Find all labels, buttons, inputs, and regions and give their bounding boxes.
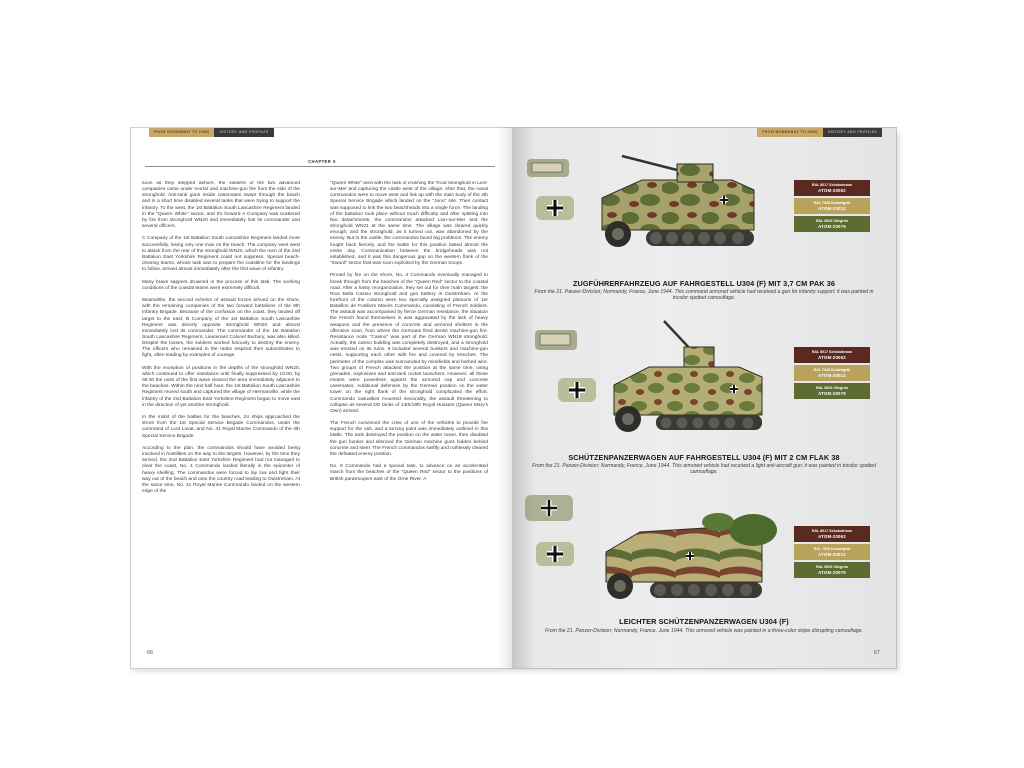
swatch-name: RAL 6003 Olivgrün <box>815 565 849 569</box>
swatch-code: ATOM-20012 <box>818 552 846 557</box>
header-tab-book: FROM NORMANDY TO FANS <box>757 128 822 137</box>
swatch-code: ATOM-20062 <box>818 188 846 193</box>
header-tab-book: FROM NORMANDY TO FANS <box>149 128 214 137</box>
paint-swatches <box>794 180 870 234</box>
chapter-heading: CHAPTER II <box>308 159 336 164</box>
swatch-code: ATOM-20012 <box>818 373 846 378</box>
unit-marking-patch <box>534 329 578 351</box>
swatch-dunkelgelb <box>794 544 870 560</box>
book-gutter <box>498 127 512 669</box>
paragraph: In the midst of the battles for the beaches, 24 ships approached the shore from the 1st Special Service Brigade Commandos, under the command of Lord Lovat, and No. 41 Royal Marine Commando of the 4th Special Service Brigade. <box>142 415 300 439</box>
page-number-left: 66 <box>147 650 154 656</box>
vehicle-caption: From the 21. Panzer-Division; Normandy, France, June 1944. This armored vehicle was painted in a three-color stripe disrupting camouflage. <box>545 628 863 634</box>
vehicle-profile-2 <box>512 313 896 483</box>
swatch-name: RAL 8017 Schokobraun <box>811 183 853 187</box>
chapter-rule <box>145 166 495 167</box>
swatch-schokobraun <box>794 526 870 542</box>
header-tab-section: HISTORY AND PROFILES <box>214 128 273 137</box>
balkenkreuz-icon <box>534 194 576 222</box>
swatch-olivgrun <box>794 216 870 232</box>
paragraph: With the exception of positions in the depths of the stronghold WN20, which continued to offer resistance until finally suppressed by 10:00, by 08:30 the units of the first wave cleared the area immediately adjacent to the beaches. Within the next half hour, the 1st Battalion South Lancashire Regiment moved south and captured the village of Hermanville, while the infantry of the 2nd Battalion East Yorkshire Regiment began to move east in the direction of yet another stronghold. <box>142 365 300 408</box>
text-column-2 <box>330 181 488 651</box>
halftrack-pak36-illustration <box>582 150 792 254</box>
swatch-schokobraun <box>794 180 870 196</box>
paragraph: "Queen White" area with the task of crushing the Trout stronghold in Lion-sur-Mer and capturing the castle west of the village. After that, the naval commandos were to move west and link up with the main body of the 4th Special Service Brigade which landed on the "Juno" site. Their contact was supposed to link the two beachheads into a single force. The landing of the battalion took place without much difficulty and after splitting into two detachments, the commandos attacked Lion-sur-Mer and the stronghold WN21 at the same time. The village was cleared quickly enough, and the stronghold, as it turned out, was abandoned by the enemy. But in the castle, the commandos faced big problems. The enemy fought back fiercely, and the battle for this position lasted almost the entire day. Communication between the bridgeheads was not established, and it was this dangerous gap on the western flank of the "Sword" sector that was soon exploited by the German troops. <box>330 181 488 267</box>
unit-marking-patch <box>526 158 570 178</box>
swatch-name: RAL 8017 Schokobraun <box>811 529 853 533</box>
vehicle-title: SCHÜTZENPANZERWAGEN AUF FAHRGESTELL U304 (F) MIT 2 CM FLAK 38 <box>568 453 840 462</box>
swatch-name: RAL 7028 Dunkelgelb <box>813 368 851 372</box>
halftrack-flak38-illustration <box>594 313 794 448</box>
swatch-olivgrun <box>794 562 870 578</box>
halftrack-u304-illustration <box>588 504 798 612</box>
vehicle-caption: From the 21. Panzer-Division; Normandy, France, June 1944. This armored vehicle had received a light anti-aircraft gun; it was painted in tricolor spotted camouflage. <box>532 463 876 476</box>
swatch-olivgrun <box>794 383 870 399</box>
page-number-right: 67 <box>873 650 880 656</box>
swatch-name: RAL 6003 Olivgrün <box>815 219 849 223</box>
header-tab-section: HISTORY AND PROFILES <box>823 128 882 137</box>
text-column-1 <box>142 181 300 651</box>
paragraph: Meanwhile, the second echelon of assault forces arrived on the shore, with the remaining companies of the two forward battalions of the 8th Infantry Brigade. Because of the confusion on the coast, they landed off target to the east; B Company of the 1st Battalion South Lancashire Regiment was directly opposite stronghold WN20 and almost immediately lost its commander. The commander of the 1st Battalion South Lancashire Regiment, Lieutenant Colonel Burbury, was also killed. Despite the losses, the soldiers worked furiously to destroy the enemy. The officers who remained in the ranks inspired their subordinates to fight, often leading by examples of courage. <box>142 298 300 359</box>
swatch-schokobraun <box>794 347 870 363</box>
swatch-name: RAL 7028 Dunkelgelb <box>813 547 851 551</box>
paragraph: soon as they stepped ashore, the soldiers of the two advanced companies came under mortar and machine-gun fire from the side of the stronghold. Anti-tank guns inside casemates swept through the beach and in a short time disabled several tanks that were trying to support the infantry. To the west, the 1st Battalion South Lancashire Regiment landed in the "Queen White" sector, and it's forward A Company was scattered by fire from stronghold WN20 and immediately lost its commander and several officers. <box>142 181 300 230</box>
left-header-tabs <box>149 128 274 137</box>
swatch-code: ATOM-20079 <box>818 391 846 396</box>
paragraph: The French convinced the crew of one of the vehicles to provide fire support for the unit, and a turning point was immediately outlined in this battle. The tank destroyed the position on the water tower, then disabled the gun bunker and silenced the German machine guns hidden behind concrete and steel. The French commandos swiftly and ruthlessly cleared the defeated enemy position. <box>330 421 488 457</box>
vehicle-title: ZUGFÜHRERFAHRZEUG AUF FAHRGESTELL U304 (F) MIT 3,7 CM PAK 36 <box>572 279 836 288</box>
swatch-name: RAL 6003 Olivgrün <box>815 386 849 390</box>
paragraph: No. 6 Commando had a special task, to advance on an accelerated march from the beaches of the "Queen Red" sector to the positions of British paratroopers east of the Orne River. A <box>330 464 488 482</box>
swatch-dunkelgelb <box>794 365 870 381</box>
swatch-code: ATOM-20079 <box>818 224 846 229</box>
paragraph: C Company of the 1st Battalion South Lancashire Regiment landed more successfully, losing only one man on the beach. The company went west to attack from the rear of the stronghold WN20, which the men of the 2nd Battalion East Yorkshire Regiment could not suppress. Special beach-clearing teams, whose task was to prepare the coastline for the landings to follow, arrived almost immediately after the first wave of infantry. <box>142 236 300 273</box>
balkenkreuz-icon <box>556 376 598 404</box>
vehicle-title: LEICHTER SCHÜTZENPANZERWAGEN U304 (F) <box>619 617 789 626</box>
swatch-code: ATOM-20062 <box>818 534 846 539</box>
vehicle-caption: From the 21. Panzer-Division; Normandy, France, June 1944. This command armored vehicle had received a gun for infantry support; it was painted in tricolor spotted camouflage. <box>534 289 874 302</box>
paragraph: Many brave sappers drowned in the process of this task. The working conditions of the coastal teams were extremely difficult. <box>142 279 300 291</box>
paragraph: Pinned by fire on the shore, No. 4 Commando eventually managed to break through from the beaches of the "Queen Red" sector to the coastal road. After a hasty reorganization, they set out for their main targets: the Riva Bella Casino stronghold and gun battery in Ouistreham. At the forefront of the column were two specially assigned platoons of 1er Bataillon de Fusiliers Marins Commando, consisting of French soldiers. The assault was accompanied by fierce German resistance, the situation the French found themselves in was aggravated by the lack of heavy weapons and the presence of concrete and armored shelters in the offensive zone, from where the Germans fired dense machine-gun fire. Resistance node "Casino" was part of the German WN18 stronghold. Actually, the casino building was completely destroyed, and a stronghold was erected on its ruins. It included several bunkers and machine-gun nests, supporting each other with fire and covered by trenches. The perimeter of the complex was surrounded by minefields and barbed wire. Two groups of French attacked the position at the same time, using grenades, explosives and anti-tank rocket launchers. However, all these means were powerless against the armored cap and concrete casemates. Additional defenses by the German position on the water tower on the right flank of the stronghold complicated the effort. Commando casualties mounted inexorably, the assault threatening to collapse as several DD tanks of 13th/18th Royal Hussars (Queen Mary's Own) arrived. <box>330 273 488 414</box>
left-page <box>130 127 513 669</box>
swatch-code: ATOM-20012 <box>818 206 846 211</box>
balkenkreuz-icon <box>534 540 576 568</box>
right-header-tabs <box>757 128 882 137</box>
paragraph: According to the plan, the commandos should have avoided being involved in hostilities on the way to the targets. However, by the time they arrived, the 2nd Battalion East Yorkshire Regiment had not managed to clear the coast, No. 4 Commando landed literally in the epicenter of heavy shelling. The commandos were forced to lay low and fight their way out of the beach and onto the country road leading to Ouistreham. At the same time, No. 41 Royal Marine Commando landed on the western edge of the <box>142 445 300 494</box>
vehicle-profile-3 <box>512 490 896 660</box>
paint-swatches <box>794 347 870 401</box>
swatch-dunkelgelb <box>794 198 870 214</box>
swatch-name: RAL 7028 Dunkelgelb <box>813 201 851 205</box>
swatch-code: ATOM-20062 <box>818 355 846 360</box>
unit-marking-patch <box>524 494 574 522</box>
vehicle-profile-1 <box>512 150 896 310</box>
swatch-name: RAL 8017 Schokobraun <box>811 350 853 354</box>
swatch-code: ATOM-20079 <box>818 570 846 575</box>
paint-swatches <box>794 526 870 580</box>
right-page <box>512 127 897 669</box>
